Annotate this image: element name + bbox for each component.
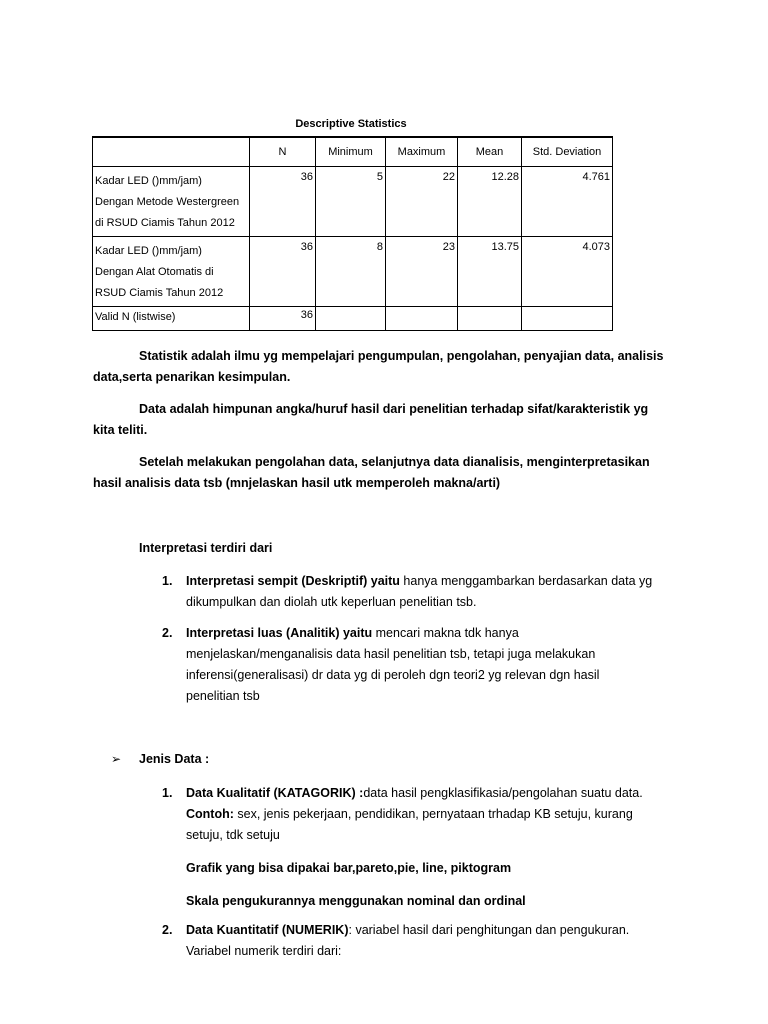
- list-item-text: mencari makna tdk hanya menjelaskan/menganalisis data hasil penelitian tsb, tetapi juga melakukan inferensi(generalisasi) dr data yg di peroleh dgn teori2 yg relevan dgn hasil penelitian tsb: [186, 626, 600, 703]
- cell-minimum: 8: [316, 237, 386, 307]
- cell-std-deviation: [522, 307, 613, 331]
- list-item-bold: Data Kualitatif (KATAGORIK) :: [186, 786, 364, 800]
- table-row: [93, 307, 613, 331]
- jenis-data-heading: Jenis Data :: [139, 752, 210, 766]
- header-minimum: Minimum: [316, 137, 386, 167]
- paragraph-data: Data adalah himpunan angka/huruf hasil dari penelitian terhadap sifat/karakteristik yg kita teliti.: [93, 402, 649, 437]
- list-number: 2.: [162, 923, 173, 937]
- cell-maximum: 22: [386, 167, 458, 237]
- list-number: 1.: [162, 574, 173, 588]
- row-label: Valid N (listwise): [93, 307, 250, 331]
- table-row: [93, 167, 613, 237]
- cell-mean: [458, 307, 522, 331]
- interpretasi-heading: Interpretasi terdiri dari: [139, 541, 273, 555]
- list-item-text: data hasil pengklasifikasia/pengolahan suatu data.: [363, 786, 643, 800]
- list-item-bold: Interpretasi luas (Analitik) yaitu: [186, 626, 373, 640]
- list-item-text: : variabel hasil dari penghitungan dan pengukuran. Variabel numerik terdiri dari:: [186, 923, 630, 958]
- grafik-line: Grafik yang bisa dipakai bar,pareto,pie, line, piktogram: [186, 861, 512, 875]
- table-title: Descriptive Statistics: [295, 118, 407, 130]
- contoh-text: sex, jenis pekerjaan, pendidikan, pernyataan trhadap KB setuju, kurang setuju, tdk setuju: [186, 807, 633, 842]
- cell-std-deviation: 4.073: [522, 237, 613, 307]
- list-item-bold: Interpretasi sempit (Deskriptif) yaitu: [186, 574, 400, 588]
- skala-line: Skala pengukurannya menggunakan nominal dan ordinal: [186, 894, 526, 908]
- cell-minimum: 5: [316, 167, 386, 237]
- paragraph-statistik: Statistik adalah ilmu yg mempelajari pengumpulan, pengolahan, penyajian data, analisis data,serta penarikan kesimpulan.: [93, 349, 664, 384]
- row-label: Kadar LED ()mm/jam) Dengan Alat Otomatis di RSUD Ciamis Tahun 2012: [93, 237, 250, 307]
- table-row: [93, 237, 613, 307]
- contoh-label: Contoh:: [186, 807, 234, 821]
- row-label: Kadar LED ()mm/jam) Dengan Metode Westergreen di RSUD Ciamis Tahun 2012: [93, 167, 250, 237]
- header-maximum: Maximum: [386, 137, 458, 167]
- cell-n: 36: [250, 167, 316, 237]
- cell-maximum: [386, 307, 458, 331]
- paragraph-analisis: Setelah melakukan pengolahan data, selanjutnya data dianalisis, menginterpretasikan hasil analisis data tsb (mnjelaskan hasil utk memperoleh makna/arti): [93, 455, 650, 490]
- cell-n: 36: [250, 237, 316, 307]
- cell-mean: 13.75: [458, 237, 522, 307]
- cell-std-deviation: 4.761: [522, 167, 613, 237]
- list-number: 1.: [162, 786, 173, 800]
- list-number: 2.: [162, 626, 173, 640]
- header-empty: [93, 137, 250, 167]
- cell-mean: 12.28: [458, 167, 522, 237]
- header-mean: Mean: [458, 137, 522, 167]
- cell-n: 36: [250, 307, 316, 331]
- descriptive-statistics-table: [92, 136, 613, 331]
- cell-minimum: [316, 307, 386, 331]
- list-item-bold: Data Kuantitatif (NUMERIK): [186, 923, 349, 937]
- header-std-deviation: Std. Deviation: [522, 137, 613, 167]
- cell-maximum: 23: [386, 237, 458, 307]
- arrow-bullet-icon: ➢: [111, 752, 122, 766]
- list-item-text: hanya menggambarkan berdasarkan data yg dikumpulkan dan diolah utk keperluan penelitian tsb.: [186, 574, 653, 609]
- header-n: N: [250, 137, 316, 167]
